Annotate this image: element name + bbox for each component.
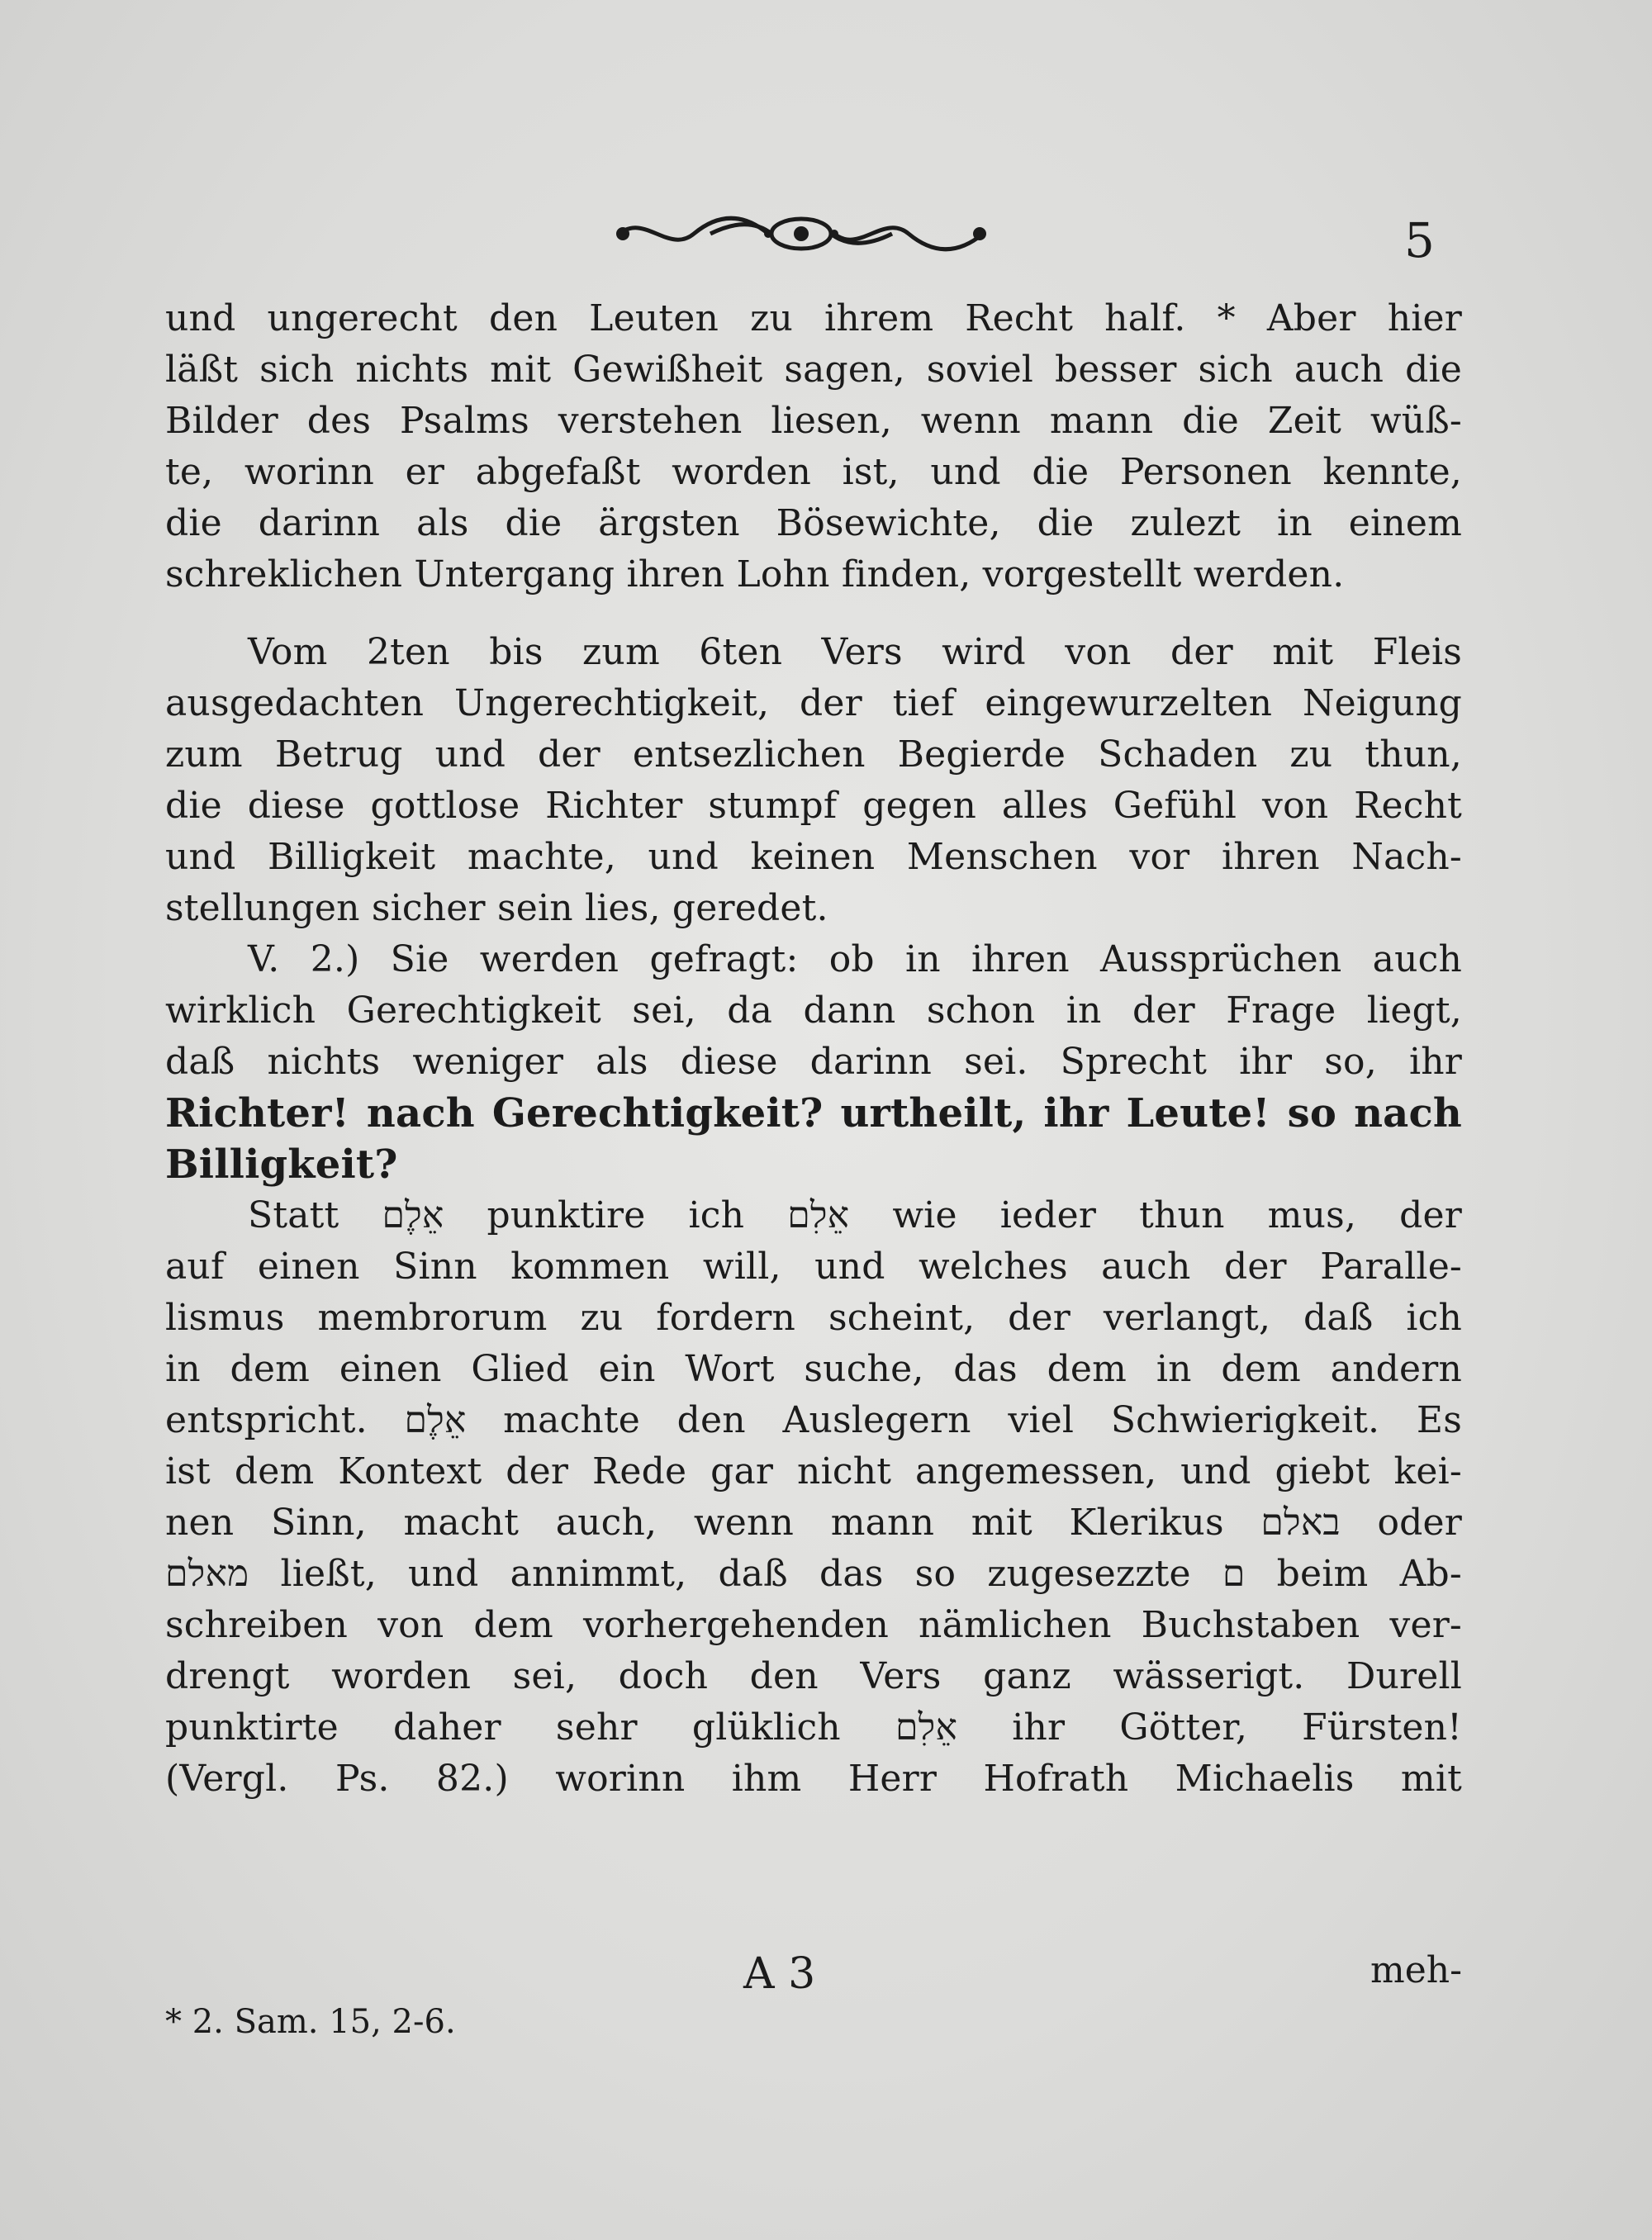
page-footer (165, 1949, 1462, 1999)
text-line: zum Betrug und der entsezlichen Begierde Schaden zu thun, (165, 733, 1462, 776)
text-line: drengt worden sei, doch den Vers ganz wässerigt. Durell (165, 1655, 1462, 1697)
text-line: schreiben von dem vorhergehenden nämlichen Buchstaben ver- (165, 1604, 1462, 1646)
text-line: läßt sich nichts mit Gewißheit sagen, soviel besser sich auch die (165, 349, 1462, 391)
text-line: ausgedachten Ungerechtigkeit, der tief eingewurzelten Neigung (165, 682, 1462, 724)
catchword: meh- (1370, 1949, 1462, 1991)
text-line: schreklichen Untergang ihren Lohn finden, vorgestellt werden. (165, 553, 1345, 596)
page-number: 5 (1404, 212, 1435, 268)
text-line: Richter! nach Gerechtigkeit? urtheilt, ihr Leute! so nach (165, 1090, 1462, 1137)
text-line: daß nichts weniger als diese darinn sei. Sprecht ihr so, ihr (165, 1041, 1462, 1083)
text-line: Bilder des Psalms verstehen liesen, wenn mann die Zeit wüß- (165, 400, 1462, 442)
text-line: Billigkeit? (165, 1141, 398, 1188)
text-line: die diese gottlose Richter stumpf gegen alles Gefühl von Recht (165, 785, 1462, 827)
ornament-icon (611, 205, 991, 263)
text-line: in dem einen Glied ein Wort suche, das dem in dem andern (165, 1348, 1462, 1390)
text-line: die darinn als die ärgsten Bösewichte, die zulezt in einem (165, 502, 1462, 544)
text-line: und Billigkeit machte, und keinen Menschen vor ihren Nach- (165, 836, 1462, 878)
text-line: auf einen Sinn kommen will, und welches auch der Paralle- (165, 1246, 1462, 1288)
text-line: stellungen sicher sein lies, geredet. (165, 887, 828, 929)
signature-mark: A 3 (743, 1949, 816, 1999)
text-line: Statt אֵלֶם punktire ich אֵלִם wie ieder thun mus, der (248, 1194, 1462, 1236)
text-line: V. 2.) Sie werden gefragt: ob in ihren Aussprüchen auch (248, 938, 1462, 980)
text-line: ist dem Kontext der Rede gar nicht angemessen, und giebt kei- (165, 1450, 1462, 1493)
body-text (165, 293, 1462, 1805)
text-line: punktirte daher sehr glüklich אֵלִם ihr Götter, Fürsten! (165, 1706, 1462, 1749)
text-line: entspricht. אֵלֶם machte den Auslegern viel Schwierigkeit. Es (165, 1399, 1462, 1441)
text-line: und ungerecht den Leuten zu ihrem Recht half. * Aber hier (165, 297, 1462, 339)
text-line: מאלם ließt, und annimmt, daß das so zugesezzte ם beim Ab- (165, 1553, 1462, 1595)
text-line: Vom 2ten bis zum 6ten Vers wird von der mit Fleis (248, 631, 1462, 673)
text-line: (Vergl. Ps. 82.) worinn ihm Herr Hofrath Michaelis mit (165, 1758, 1462, 1800)
text-line: te, worinn er abgefaßt worden ist, und die Personen kennte, (165, 451, 1462, 493)
text-line: lismus membrorum zu fordern scheint, der verlangt, daß ich (165, 1297, 1462, 1339)
footnote: * 2. Sam. 15, 2-6. (165, 2003, 456, 2041)
text-line: nen Sinn, macht auch, wenn mann mit Klerikus באלם oder (165, 1502, 1462, 1544)
text-line: wirklich Gerechtigkeit sei, da dann schon in der Frage liegt, (165, 989, 1462, 1032)
